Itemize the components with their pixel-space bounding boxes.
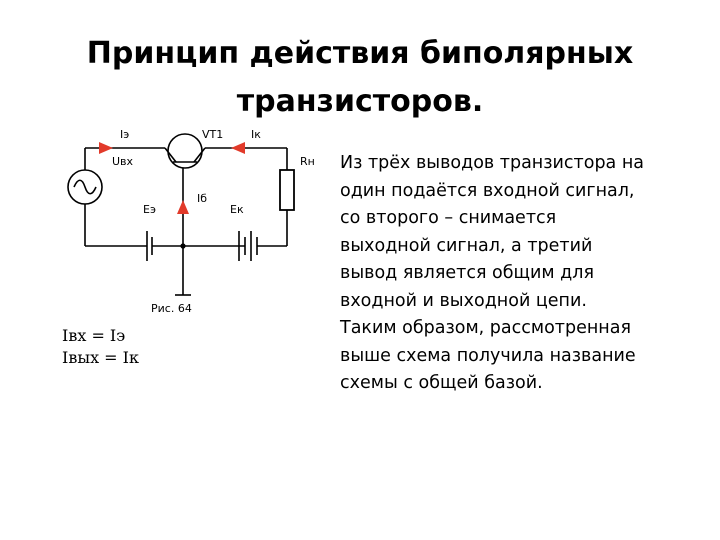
current-arrow-ie — [99, 142, 113, 154]
text-line: схемы с общей базой. — [340, 373, 543, 393]
label-ib: Iб — [197, 192, 208, 205]
base-junction-dot — [180, 243, 185, 248]
current-formulas — [62, 325, 139, 369]
explanation-text — [340, 150, 690, 398]
label-ik: Iк — [251, 128, 261, 141]
figure-caption: Рис. 64 — [151, 302, 192, 315]
text-line: выходной сигнал, а третий — [340, 235, 593, 256]
load-resistor-rn — [280, 170, 294, 210]
battery-ee-symbol — [147, 231, 152, 261]
text-line: выше схема получила название — [340, 345, 636, 366]
label-ie: Iэ — [120, 128, 130, 141]
current-arrow-ik — [231, 142, 245, 154]
text-line: входной и выходной цепи. — [340, 290, 587, 311]
label-ek: Eк — [230, 203, 244, 216]
text-line: Таким образом, рассмотренная — [340, 318, 631, 338]
text-line: вывод является общим для — [340, 263, 594, 283]
label-ee: Eэ — [143, 203, 156, 216]
common-base-circuit-diagram — [55, 120, 315, 320]
slide-title — [20, 30, 700, 126]
label-uvx: Uвх — [112, 155, 134, 168]
formula-output-current: Iвых = Iк — [62, 348, 139, 367]
title-line-2: транзисторов. — [236, 84, 484, 119]
transistor-vt1-symbol — [168, 134, 202, 168]
title-line-1: Принцип действия биполярных — [86, 36, 634, 71]
current-arrow-ib — [177, 200, 189, 214]
text-line: один подаётся входной сигнал, — [340, 180, 635, 201]
formula-input-current: Iвх = Iэ — [62, 326, 126, 345]
text-line: со второго – снимается — [340, 208, 557, 228]
text-line: Из трёх выводов транзистора на — [340, 153, 645, 173]
label-vt1: VT1 — [202, 128, 224, 141]
ac-source-sine — [74, 180, 96, 194]
label-rn: Rн — [300, 155, 315, 168]
